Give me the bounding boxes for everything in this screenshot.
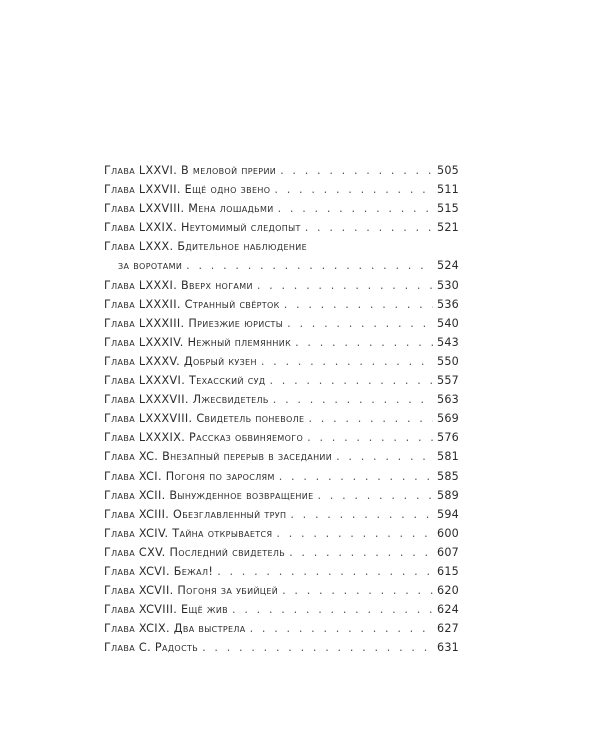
toc-page-number: 515: [437, 202, 459, 216]
toc-dot-leader: [250, 619, 433, 638]
toc-entry-title: Глава C. Радость: [104, 641, 199, 655]
toc-entry: [104, 352, 459, 371]
toc-page-number: 594: [437, 507, 459, 521]
toc-entry-title: Глава LXXVI. В меловой прерии: [104, 164, 277, 177]
toc-dot-leader: [217, 562, 433, 581]
toc-dot-leader: [280, 161, 433, 180]
toc-page-number: 521: [437, 221, 459, 235]
toc-entry-title: Глава LXXXIX. Рассказ обвиняемого: [104, 431, 304, 445]
toc-page-number: 624: [437, 603, 459, 617]
toc-entry-title: Глава XCVIII. Ещё жив: [104, 603, 229, 617]
toc-entry-title: Глава XCII. Вынужденное возвращение: [104, 488, 314, 502]
toc-entry-title: Глава LXXVIII. Мена лошадьми: [104, 202, 274, 216]
toc-entry: [104, 600, 459, 619]
toc-dot-leader: [305, 218, 433, 237]
toc-dot-leader: [287, 314, 433, 333]
toc-dot-leader: [308, 409, 433, 428]
toc-entry-title: Глава XCVI. Бежал!: [104, 564, 214, 578]
toc-entry-title: Глава LXXXII. Странный свёрток: [104, 297, 280, 311]
toc-entry-title: Глава LXXXIII. Приезжие юристы: [104, 316, 284, 330]
toc-entry: [104, 638, 459, 657]
toc-dot-leader: [284, 295, 433, 314]
toc-entry: [104, 390, 459, 409]
toc-entry: [104, 428, 459, 447]
toc-entry-continuation: [104, 256, 459, 275]
toc-page-number: 615: [437, 564, 459, 578]
toc-entry-title: Глава XCIII. Обезглавленный труп: [104, 507, 287, 521]
toc-page-number: 576: [437, 431, 459, 445]
toc-entry: [104, 409, 459, 428]
toc-entry-title: Глава XCI. Погоня по зарослям: [104, 469, 275, 483]
toc-entry: [104, 371, 459, 390]
toc-dot-leader: [186, 256, 433, 275]
toc-entry-title: Глава LXXXIV. Нежный племянник: [104, 335, 292, 349]
toc-page-number: 569: [437, 412, 459, 426]
toc-entry-title: Глава LXXXVIII. Свидетель поневоле: [104, 412, 305, 426]
toc-entry: [104, 276, 459, 295]
toc-entry: [104, 237, 459, 256]
toc-page-number: 543: [437, 335, 459, 349]
toc-entry-title: Глава XCIX. Два выстрела: [104, 622, 246, 636]
toc-page-number: 511: [437, 183, 459, 197]
toc-page-number: 557: [437, 374, 459, 388]
toc-page-number: 600: [437, 526, 459, 540]
toc-entry: [104, 543, 459, 562]
toc-entry: [104, 218, 459, 237]
toc-dot-leader: [273, 390, 433, 409]
toc-dot-leader: [295, 333, 433, 352]
toc-dot-leader: [202, 638, 433, 657]
toc-page-number: 585: [437, 469, 459, 483]
toc-page-number: 550: [437, 354, 459, 368]
toc-entry: [104, 161, 459, 180]
toc-entry: [104, 295, 459, 314]
toc-entry-title: Глава LXXXI. Вверх ногами: [104, 278, 253, 292]
toc-entry: [104, 486, 459, 505]
toc-entry-title: за воротами: [118, 259, 183, 273]
toc-dot-leader: [307, 428, 433, 447]
toc-page-number: 536: [437, 297, 459, 311]
toc-page-number: 540: [437, 316, 459, 330]
toc-page-number: 505: [437, 164, 459, 177]
toc-entry: [104, 199, 459, 218]
toc-dot-leader: [318, 486, 434, 505]
toc-entry: [104, 180, 459, 199]
toc-page-number: 530: [437, 278, 459, 292]
table-of-contents: [104, 161, 459, 657]
toc-entry: [104, 562, 459, 581]
toc-entry: [104, 447, 459, 466]
toc-page-number: 631: [437, 641, 459, 655]
toc-dot-leader: [257, 276, 433, 295]
toc-dot-leader: [282, 581, 433, 600]
toc-page-number: 620: [437, 584, 459, 598]
toc-entry: [104, 314, 459, 333]
toc-entry-title: Глава LXXX. Бдительное наблюдение: [104, 240, 307, 254]
toc-entry: [104, 333, 459, 352]
toc-dot-leader: [274, 180, 433, 199]
toc-dot-leader: [232, 600, 433, 619]
toc-dot-leader: [336, 447, 433, 466]
toc-page-number: 589: [437, 488, 459, 502]
toc-page-number: 627: [437, 622, 459, 636]
toc-page-number: 563: [437, 393, 459, 407]
toc-dot-leader: [278, 199, 433, 218]
toc-entry-title: Глава XCVII. Погоня за убийцей: [104, 584, 279, 598]
toc-page-number: 524: [437, 259, 459, 273]
toc-entry-title: Глава LXXXV. Добрый кузен: [104, 354, 257, 368]
toc-dot-leader: [261, 352, 433, 371]
toc-entry: [104, 524, 459, 543]
toc-entry: [104, 467, 459, 486]
toc-entry: [104, 581, 459, 600]
toc-dot-leader: [290, 505, 433, 524]
toc-entry: [104, 619, 459, 638]
toc-page-number: 581: [437, 450, 459, 464]
toc-entry-title: Глава LXXVII. Ещё одно звено: [104, 183, 271, 197]
toc-dot-leader: [289, 543, 433, 562]
toc-entry-title: Глава LXXXVII. Лжесвидетель: [104, 393, 269, 407]
toc-entry: [104, 505, 459, 524]
toc-entry-title: Глава CXV. Последний свидетель: [104, 545, 286, 559]
toc-entry-title: Глава XCIV. Тайна открывается: [104, 526, 273, 540]
toc-entry-title: Глава LXXIX. Неутомимый следопыт: [104, 221, 301, 235]
toc-dot-leader: [279, 467, 433, 486]
toc-page-number: 607: [437, 545, 459, 559]
toc-entry-title: Глава XC. Внезапный перерыв в заседании: [104, 450, 333, 464]
toc-dot-leader: [276, 524, 433, 543]
toc-entry-title: Глава LXXXVI. Техасский суд: [104, 374, 266, 388]
toc-dot-leader: [270, 371, 434, 390]
